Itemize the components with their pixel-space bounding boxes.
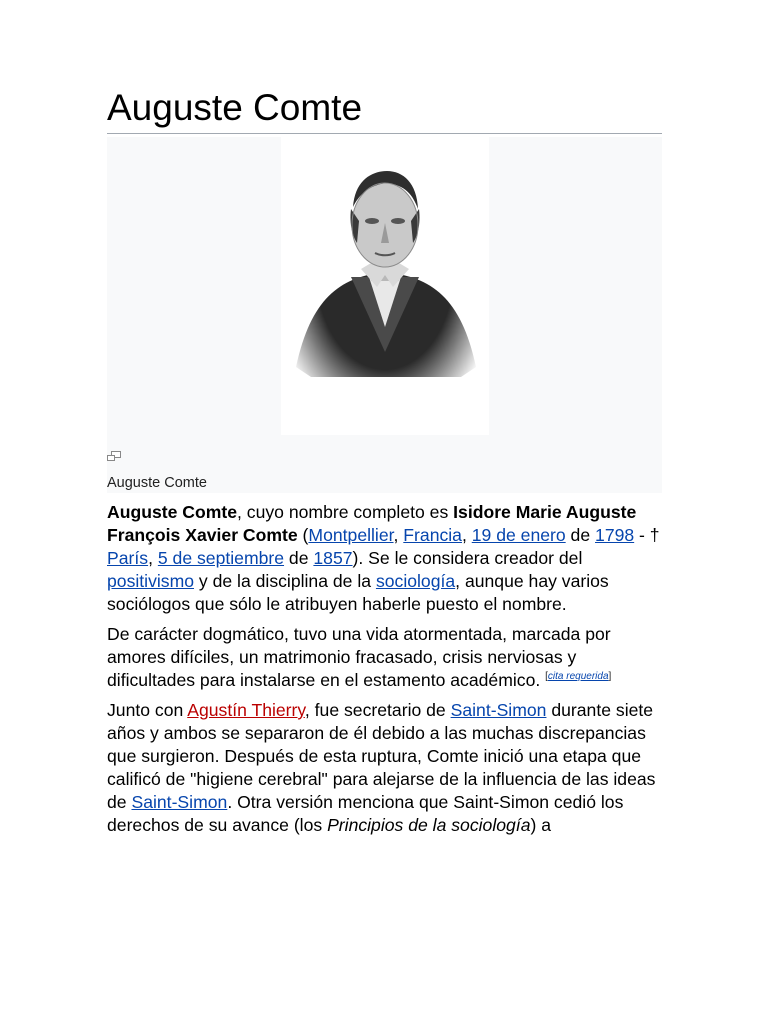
paragraph-character [107,623,667,692]
text: [ [545,671,548,682]
citation-needed [545,671,611,682]
text: , [148,548,158,568]
text: , cuyo nombre completo es [237,502,454,522]
link-sociologia[interactable]: sociología [375,571,456,591]
link-19-de-enero[interactable]: 19 de enero [471,525,566,545]
text: ] [608,671,612,682]
text: ) a [530,815,552,835]
text: de [284,548,314,568]
subject-name: Auguste Comte [107,502,238,522]
link-positivismo[interactable]: positivismo [107,571,195,591]
text: , fue secretario de [304,700,451,720]
text: y de la disciplina de la [194,571,376,591]
paragraph-intro [107,501,667,616]
text: De carácter dogmático, tuvo una vida atormentada, marcada por amores difíciles, un matrimonio fracasado, crisis nerviosas y dificultades para instalarse en el estamento académico. [107,624,611,690]
text: , [461,525,472,545]
magnify-icon[interactable] [107,448,121,458]
link-montpellier[interactable]: Montpellier [308,525,394,545]
book-title: Principios de la sociología [327,815,531,835]
link-francia[interactable]: Francia [403,525,462,545]
title-divider [107,133,662,134]
full-name: Isidore Marie Auguste François Xavier Comte [107,502,637,545]
paragraph-saint-simon [107,699,667,837]
portrait-image[interactable] [281,137,489,435]
text: . Otra versión menciona que Saint-Simon cedió los derechos de su avance (los [107,792,624,835]
link-5-de-septiembre[interactable]: 5 de septiembre [157,548,285,568]
link-1857[interactable]: 1857 [313,548,353,568]
text: , aunque hay varios sociólogos que sólo le atribuyen haberle puesto el nombre. [107,571,609,614]
page-title: Auguste Comte [107,87,363,128]
text: ( [297,525,309,545]
link-agustin-thierry[interactable]: Agustín Thierry [187,700,305,720]
link-1798[interactable]: 1798 [595,525,635,545]
text: durante siete años y ambos se separaron de él debido a las muchas discrepancias que surgieron. Después de esta ruptura, Comte inició una etapa que calificó de "higiene cerebral" para alejarse de la influencia de las ideas de [107,700,656,812]
link-paris[interactable]: París [107,548,149,568]
link-saint-simon-2[interactable]: Saint-Simon [131,792,228,812]
image-caption: Auguste Comte [107,475,207,491]
link-saint-simon[interactable]: Saint-Simon [450,700,547,720]
infobox-thumbnail [107,137,662,493]
text: ). Se le considera creador del [352,548,583,568]
link-cita-requerida[interactable]: cita requerida [547,671,609,682]
text: Junto con [107,700,188,720]
article-body [107,501,667,844]
text: , [393,525,404,545]
text: - † [634,525,660,545]
text: de [565,525,596,545]
